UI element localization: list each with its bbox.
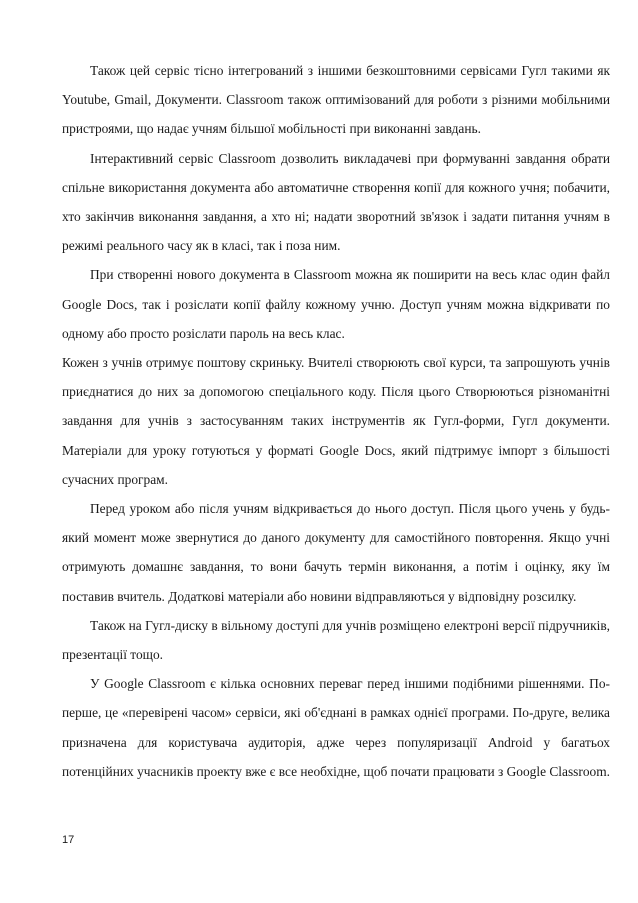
paragraph-4: Кожен з учнів отримує поштову скриньку. Вчителі створюють свої курси, та запрошують учнів приєднатися до них за допомогою спеціального коду. Після цього Створюються різноманітні завдання для учнів з застосуванням таких інструментів як Гугл-форми, Гугл документи. Матеріали для уроку готуються у форматі Google Docs, який підтримує імпорт з більшості сучасних програм.: [62, 355, 610, 487]
paragraph-1: Також цей сервіс тісно інтегрований з іншими безкоштовними сервісами Гугл такими як Youtube, Gmail, Документи. Classroom також оптимізований для роботи з різними мобільними пристроями, що надає учням більшої мобільності при виконанні завдань.: [62, 63, 610, 137]
paragraph-6: Також на Гугл-диску в вільному доступі для учнів розміщено електроні версії підручників, презентації тощо.: [62, 617, 610, 663]
paragraph-2: Інтерактивний сервіс Classroom дозволить викладачеві при формуванні завдання обрати спільне використання документа або автоматичне створення копії для кожного учня; побачити, хто закінчив виконання завдання, а хто ні; надати зворотний зв'язок і задати питання учням в режимі реального часу як в класі, так і поза ним.: [62, 150, 610, 254]
paragraph-7: У Google Classroom є кілька основних переваг перед іншими подібними рішеннями. По-перше, це «перевірені часом» сервіси, які об'єднані в рамках однієї програми. По-друге, велика призначена для користувача аудиторія, адже через популяризації Android у багатьох потенційних учасників проекту вже є все необхідне, щоб почати працювати з Google Classroom.: [62, 676, 611, 779]
page-number: 17: [62, 834, 75, 846]
paragraph-5: Перед уроком або після учням відкривається до нього доступ. Після цього учень у будь-який момент може звернутися до даного документу для самостійного повторення. Якщо учні отримують домашнє завдання, то вони бачуть термін виконання, а потім і оцінку, яку їм поставив вчитель. Додаткові матеріали або новини відправляються у відповідну розсилку.: [62, 501, 610, 604]
paragraph-3: При створенні нового документа в Classroom можна як поширити на весь клас один файл Google Docs, так і розіслати копії файлу кожному учню. Доступ учням можна відкривати по одному або просто розіслати пароль на весь клас.: [62, 267, 610, 341]
body-text: [62, 56, 610, 786]
